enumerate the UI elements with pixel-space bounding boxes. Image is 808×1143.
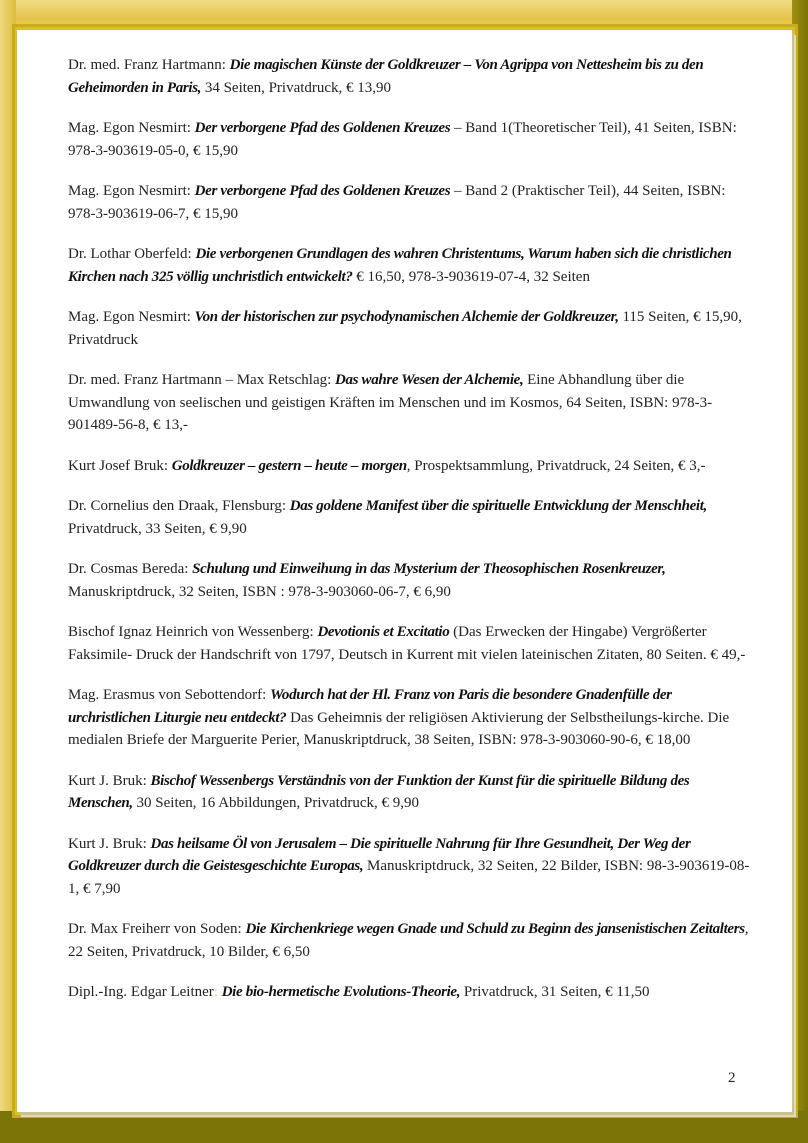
entry-title: Von der historischen zur psychodynamischen Alchemie der Goldkreuzer, [194, 309, 619, 325]
bibliography-entry [68, 981, 756, 1004]
entry-author: Dr. Cosmas Bereda: [68, 561, 193, 577]
bibliography-entry [68, 621, 756, 666]
bibliography-entry [68, 369, 756, 437]
entry-details: Manuskriptdruck, 32 Seiten, ISBN : 978-3-903060-06-7, € 6,90 [68, 583, 451, 600]
bibliography-entry [68, 243, 756, 288]
entry-author: Kurt J. Bruk: [68, 835, 151, 852]
entry-title: Die verborgenen Grundlagen des wahren Christentums, Warum haben sich die christlichen Kirchen nach 325 völlig unchristlich entwickelt? [68, 246, 732, 285]
entry-details: Privatdruck, 33 Seiten, € 9,90 [68, 520, 247, 537]
entry-author: Dr. med. Franz Hartmann – Max Retschlag: [68, 372, 336, 388]
entry-details: Privatdruck, 31 Seiten, € 11,50 [460, 984, 650, 1000]
entry-title: Die magischen Künste der Goldkreuzer – Von Agrippa von Nettesheim bis zu den Geheimorden in Paris, [68, 57, 704, 96]
entry-details: 34 Seiten, Privatdruck, € 13,90 [201, 79, 392, 96]
entry-title: Devotionis et Excitatio [317, 624, 450, 640]
entry-details: – Band 1(Theoretischer Teil), 41 Seiten, ISBN: 978-3-903619-05-0, € 15,90 [68, 120, 737, 159]
entry-author: Dr. med. Franz Hartmann: [68, 57, 230, 73]
entry-author: Dipl.-Ing. Edgar Leitner [68, 984, 214, 1000]
bibliography-entry [68, 833, 756, 901]
entry-details: € 16,50, 978-3-903619-07-4, 32 Seiten [352, 268, 590, 285]
entry-details: (Das Erwecken der Hingabe) Vergrößerter Faksimile- Druck der Handschrift von 1797, Deutsch in Kurrent mit vielen lateinischen Zitaten, 80 Seiten. € 49,- [68, 624, 746, 663]
document-page [17, 30, 792, 1112]
page-number: 2 [728, 1070, 736, 1086]
bibliography-entry [68, 306, 756, 351]
entry-details: Das Geheimnis der religiösen Aktivierung der Selbstheilungs-kirche. Die medialen Briefe der Marguerite Perier, Manuskriptdruck, 38 Seiten, ISBN: 978-3-903060-90-6, € 18,00 [68, 709, 730, 748]
entry-author: Mag. Egon Nesmirt: [68, 183, 195, 199]
entry-author: Mag. Erasmus von Sebottendorf: [68, 687, 271, 703]
entry-author: Bischof Ignaz Heinrich von Wessenberg: [68, 624, 318, 640]
entry-author: Kurt Josef Bruk: [68, 457, 172, 474]
entry-title: Die Kirchenkriege wegen Gnade und Schuld zu Beginn des jansenistischen Zeitalters [245, 921, 745, 937]
entry-details: – Band 2 (Praktischer Teil), 44 Seiten, ISBN: 978-3-903619-06-7, € 15,90 [68, 183, 726, 222]
entry-author: Mag. Egon Nesmirt: [68, 120, 195, 136]
bibliography-entry [68, 117, 756, 162]
entry-title: Der verborgene Pfad des Goldenen Kreuzes [194, 183, 451, 199]
entry-colon: : [213, 984, 222, 1000]
entry-details: Manuskriptdruck, 32 Seiten, 22 Bilder, ISBN: 98-3-903619-08-1, € 7,90 [68, 858, 750, 897]
entry-author: Dr. Cornelius den Draak, Flensburg: [68, 498, 290, 514]
entry-details: , 22 Seiten, Privatdruck, 10 Bilder, € 6,50 [68, 921, 749, 960]
bibliography-entry [68, 180, 756, 225]
entry-title: Das wahre Wesen der Alchemie, [335, 372, 524, 388]
entry-details: , Prospektsammlung, Privatdruck, 24 Seiten, € 3,- [406, 457, 706, 474]
entry-title: Bischof Wessenbergs Verständnis von der Funktion der Kunst für die spirituelle Bildung des Menschen, [68, 772, 690, 811]
entry-author: Kurt J. Bruk: [68, 772, 151, 789]
entry-title: Schulung und Einweihung in das Mysterium der Theosophischen Rosenkreuzer, [192, 561, 666, 577]
entry-author: Mag. Egon Nesmirt: [68, 309, 195, 325]
bibliography-list [68, 54, 756, 1022]
entry-title: Wodurch hat der Hl. Franz von Paris die besondere Gnadenfülle der urchristlichen Liturgie neu entdeckt? [68, 687, 672, 726]
bibliography-entry [68, 558, 756, 603]
entry-author: Dr. Max Freiherr von Soden: [68, 921, 246, 937]
entry-title: Goldkreuzer – gestern – heute – morgen [171, 457, 407, 474]
entry-details: Eine Abhandlung über die Umwandlung von seelischen und geistigen Kräften im Menschen und im Kosmos, 64 Seiten, ISBN: 978-3-901489-56-8, € 13,- [68, 372, 713, 433]
bibliography-entry [68, 770, 756, 815]
bibliography-entry [68, 684, 756, 752]
entry-author: Dr. Lothar Oberfeld: [68, 246, 196, 262]
bibliography-entry [68, 455, 756, 478]
bibliography-entry [68, 495, 756, 540]
entry-title: Der verborgene Pfad des Goldenen Kreuzes [194, 120, 451, 136]
entry-title: Die bio-hermetische Evolutions-Theorie, [221, 984, 461, 1000]
entry-details: 115 Seiten, € 15,90, Privatdruck [68, 309, 742, 348]
entry-title: Das heilsame Öl von Jerusalem – Die spirituelle Nahrung für Ihre Gesundheit, Der Weg der Goldkreuzer durch die Geistesgeschichte Europas, [68, 835, 691, 874]
frame-top [0, 0, 808, 20]
entry-details: 30 Seiten, 16 Abbildungen, Privatdruck, € 9,90 [132, 795, 420, 811]
entry-title: Das goldene Manifest über die spirituelle Entwicklung der Menschheit, [289, 498, 707, 514]
bibliography-entry [68, 54, 756, 99]
bibliography-entry [68, 918, 756, 963]
